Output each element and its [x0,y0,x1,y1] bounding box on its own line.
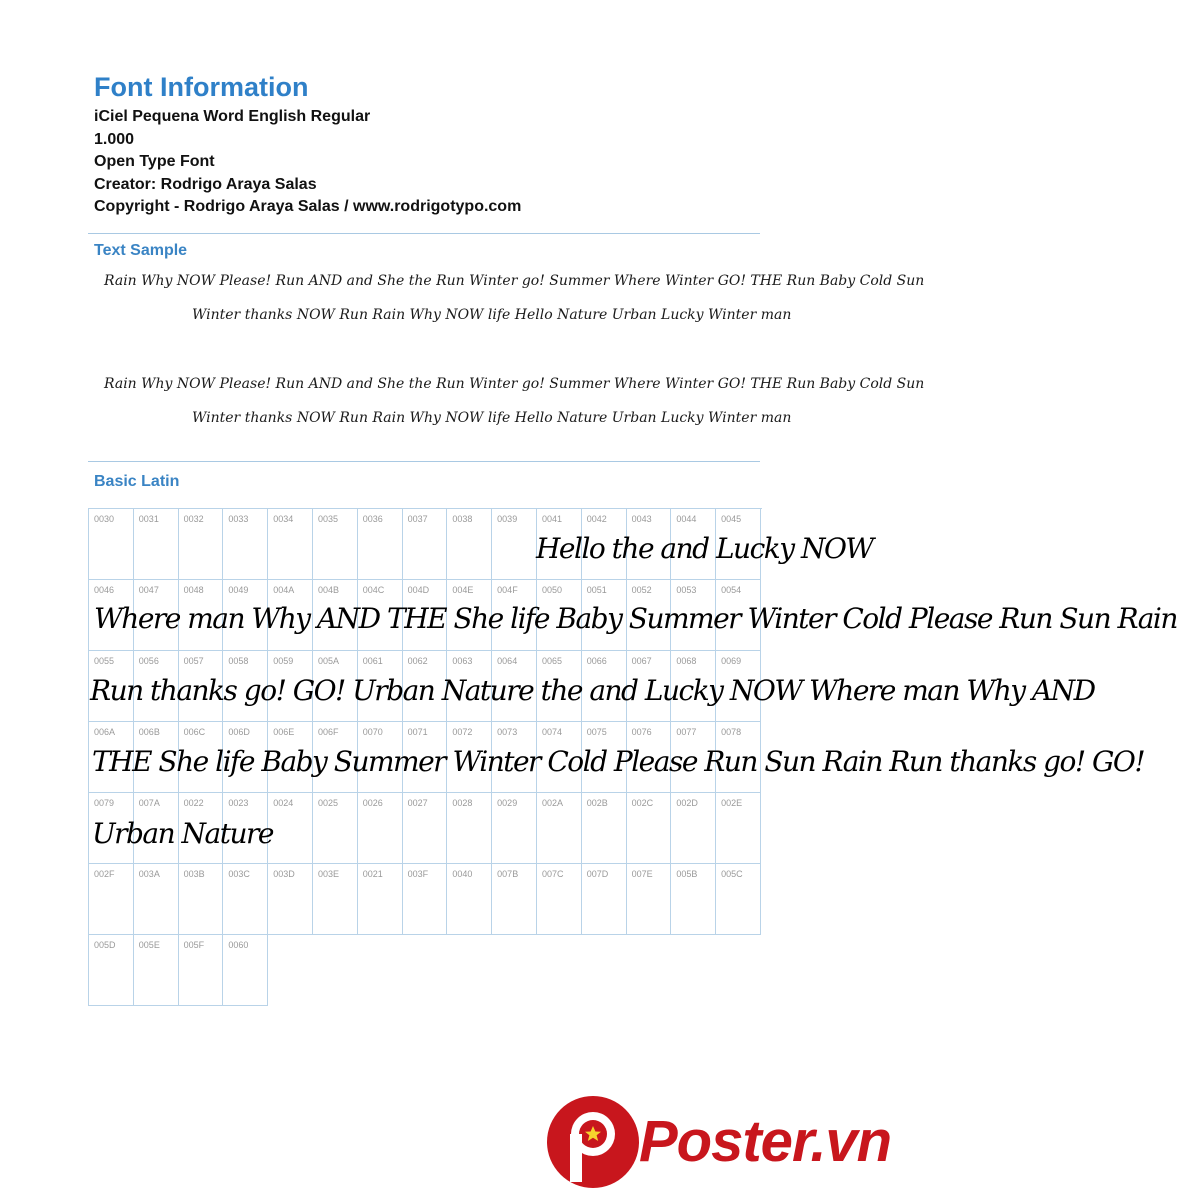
glyph-code-label: 004B [317,585,340,595]
glyph-cell [716,864,761,935]
glyph-code-label: 006E [273,727,295,737]
glyph-cell [268,864,313,935]
poster-vn-logo [543,1092,892,1192]
glyph-cell [582,864,627,935]
glyph-code-label: 0068 [676,656,697,666]
glyph-code-label: 0063 [452,656,473,666]
glyph-cell [671,864,716,935]
glyph-code-label: 0069 [721,656,742,666]
glyph-code-label: 0062 [407,656,428,666]
glyph-code-label: 007E [631,869,653,879]
glyph-code-label: 0028 [452,798,473,808]
glyph-cell [89,509,134,580]
glyph-code-label: 003E [317,869,340,879]
glyph-code-label: 0064 [497,656,518,666]
glyph-code-label: 006A [94,727,116,737]
font-version: 1.000 [94,130,135,148]
glyph-code-label: 0047 [138,585,159,595]
glyph-cell [134,864,179,935]
glyph-cell [223,509,268,580]
glyph-code-label: 0070 [362,727,383,737]
glyph-code-label: 0034 [273,514,294,524]
glyph-code-label: 007D [586,869,609,879]
font-creator: Creator: Rodrigo Araya Salas [94,175,317,193]
glyph-cell [537,864,582,935]
glyph-code-label: 0052 [631,585,652,595]
glyph-code-label: 0055 [94,656,115,666]
glyph-code-label: 0025 [317,798,339,808]
glyph-code-label: 006C [183,727,206,737]
glyph-code-label: 002C [631,798,654,808]
glyph-code-label: 004A [273,585,295,595]
glyph-cell [134,509,179,580]
glyph-code-label: 0037 [407,514,428,524]
glyph-code-label: 003D [273,869,295,879]
glyph-code-label: 005D [94,940,116,950]
glyph-code-label: 003C [228,869,250,879]
glyph-cell [492,509,537,580]
glyph-code-label: 0033 [228,514,249,524]
glyph-cell [358,509,403,580]
glyph-cell [447,509,492,580]
glyph-code-label: 002D [676,798,698,808]
glyph-code-label: 0071 [407,727,428,737]
glyph-code-label: 0072 [452,727,473,737]
glyph-code-label: 0044 [676,514,697,524]
glyph-code-label: 0040 [452,869,473,879]
glyph-code-label: 0023 [228,798,249,808]
glyph-code-label: 0032 [183,514,204,524]
glyph-code-label: 0059 [273,656,294,666]
glyph-cell [403,864,448,935]
glyph-code-label: 002E [721,798,743,808]
logo-mark-icon [543,1092,643,1192]
logo-text: Poster.vn [639,1109,892,1174]
glyph-code-label: 0077 [676,727,697,737]
glyph-code-label: 005B [676,869,698,879]
glyph-code-label: 0065 [541,656,562,666]
glyph-cell [89,864,134,935]
glyph-code-label: 003F [407,869,429,879]
glyph-code-label: 0022 [183,798,204,808]
glyph-code-label: 0035 [317,514,339,524]
glyph-code-label: 0046 [94,585,115,595]
glyph-code-label: 0026 [362,798,383,808]
glyph-code-label: 004D [407,585,430,595]
glyph-code-label: 0066 [586,656,607,666]
glyph-code-label: 007A [138,798,160,808]
glyph-code-label: 0045 [721,514,742,524]
glyph-code-label: 003B [183,869,205,879]
glyph-cell [447,864,492,935]
glyph-code-label: 005F [183,940,205,950]
glyph-code-label: 0042 [586,514,607,524]
font-copyright: Copyright - Rodrigo Araya Salas / www.rodrigotypo.com [94,198,522,215]
glyph-row-3: Run thanks go! GO! Urban Nature the and Lucky NOW Where man Why AND [90,674,1095,707]
glyph-cell [268,509,313,580]
glyph-cell [492,864,537,935]
glyph-code-label: 0049 [228,585,249,595]
glyph-code-label: 0050 [541,585,562,595]
glyph-cell [134,935,179,1006]
glyph-cell [89,935,134,1006]
glyph-code-label: 0036 [362,514,383,524]
glyph-code-label: 003A [138,869,160,879]
glyph-code-label: 006B [138,727,160,737]
glyph-code-label: 0031 [138,514,159,524]
glyph-code-label: 007B [497,869,519,879]
glyph-code-label: 0056 [138,656,159,666]
glyph-cell [627,864,672,935]
glyph-code-label: 0074 [541,727,562,737]
glyph-cell [179,864,224,935]
glyph-code-label: 004F [497,585,518,595]
glyph-row-5: Urban Nature [92,817,273,850]
glyph-code-label: 004E [452,585,474,595]
glyph-code-label: 0041 [541,514,562,524]
glyph-code-label: 0057 [183,656,204,666]
glyph-code-label: 0079 [94,798,115,808]
glyph-code-label: 0078 [721,727,742,737]
glyph-code-label: 0051 [586,585,607,595]
glyph-code-label: 0043 [631,514,652,524]
sample-line-2-large: Winter thanks NOW Run Rain Why NOW life Hello Nature Urban Lucky Winter man [192,410,792,426]
sample-line-1-large: Rain Why NOW Please! Run AND and She the Run Winter go! Summer Where Winter GO! THE Run Baby Cold Sun [104,376,925,392]
glyph-code-label: 005E [138,940,160,950]
glyph-code-label: 002B [586,798,608,808]
glyph-code-label: 0053 [676,585,697,595]
glyph-row-2: Where man Why AND THE She life Baby Summer Winter Cold Please Run Sun Rain [94,602,1177,635]
text-sample-title: Text Sample [94,242,188,259]
glyph-cell [179,935,224,1006]
glyph-code-label: 005A [317,656,340,666]
glyph-code-label: 0029 [497,798,518,808]
glyph-code-label: 0067 [631,656,652,666]
glyph-code-label: 0060 [228,940,249,950]
glyph-code-label: 0061 [362,656,383,666]
glyph-code-label: 006D [228,727,250,737]
basic-latin-title: Basic Latin [94,473,180,490]
glyph-code-label: 0021 [362,869,383,879]
glyph-code-label: 005C [721,869,743,879]
sample-line-1: Rain Why NOW Please! Run AND and She the Run Winter go! Summer Where Winter GO! THE Run Baby Cold Sun [104,273,925,289]
glyph-code-label: 002A [541,798,563,808]
glyph-code-label: 0075 [586,727,607,737]
glyph-code-label: 007C [541,869,564,879]
glyph-code-label: 0076 [631,727,652,737]
glyph-row-4: THE She life Baby Summer Winter Cold Please Run Sun Rain Run thanks go! GO! [92,745,1145,778]
glyph-code-label: 0038 [452,514,473,524]
glyph-code-label: 0058 [228,656,249,666]
glyph-cell [313,864,358,935]
font-information-title: Font Information [94,72,309,102]
glyph-code-label: 006F [317,727,339,737]
glyph-code-label: 0048 [183,585,204,595]
divider [88,461,760,462]
glyph-code-label: 0039 [497,514,518,524]
divider [88,233,760,234]
glyph-code-label: 004C [362,585,385,595]
glyph-code-label: 0027 [407,798,428,808]
glyph-code-label: 0030 [94,514,115,524]
glyph-cell [179,509,224,580]
font-name: iCiel Pequena Word English Regular [94,108,371,125]
glyph-cell [223,864,268,935]
glyph-code-label: 0073 [497,727,518,737]
sample-line-2: Winter thanks NOW Run Rain Why NOW life Hello Nature Urban Lucky Winter man [192,307,792,323]
glyph-code-label: 0024 [273,798,294,808]
glyph-cell [403,509,448,580]
font-type: Open Type Font [94,153,215,170]
glyph-cell [223,935,268,1006]
glyph-code-label: 0054 [721,585,742,595]
glyph-cell [313,509,358,580]
glyph-code-label: 002F [94,869,115,879]
font-information-header [94,72,521,219]
glyph-cell [358,864,403,935]
glyph-row-1: Hello the and Lucky NOW [536,532,873,565]
